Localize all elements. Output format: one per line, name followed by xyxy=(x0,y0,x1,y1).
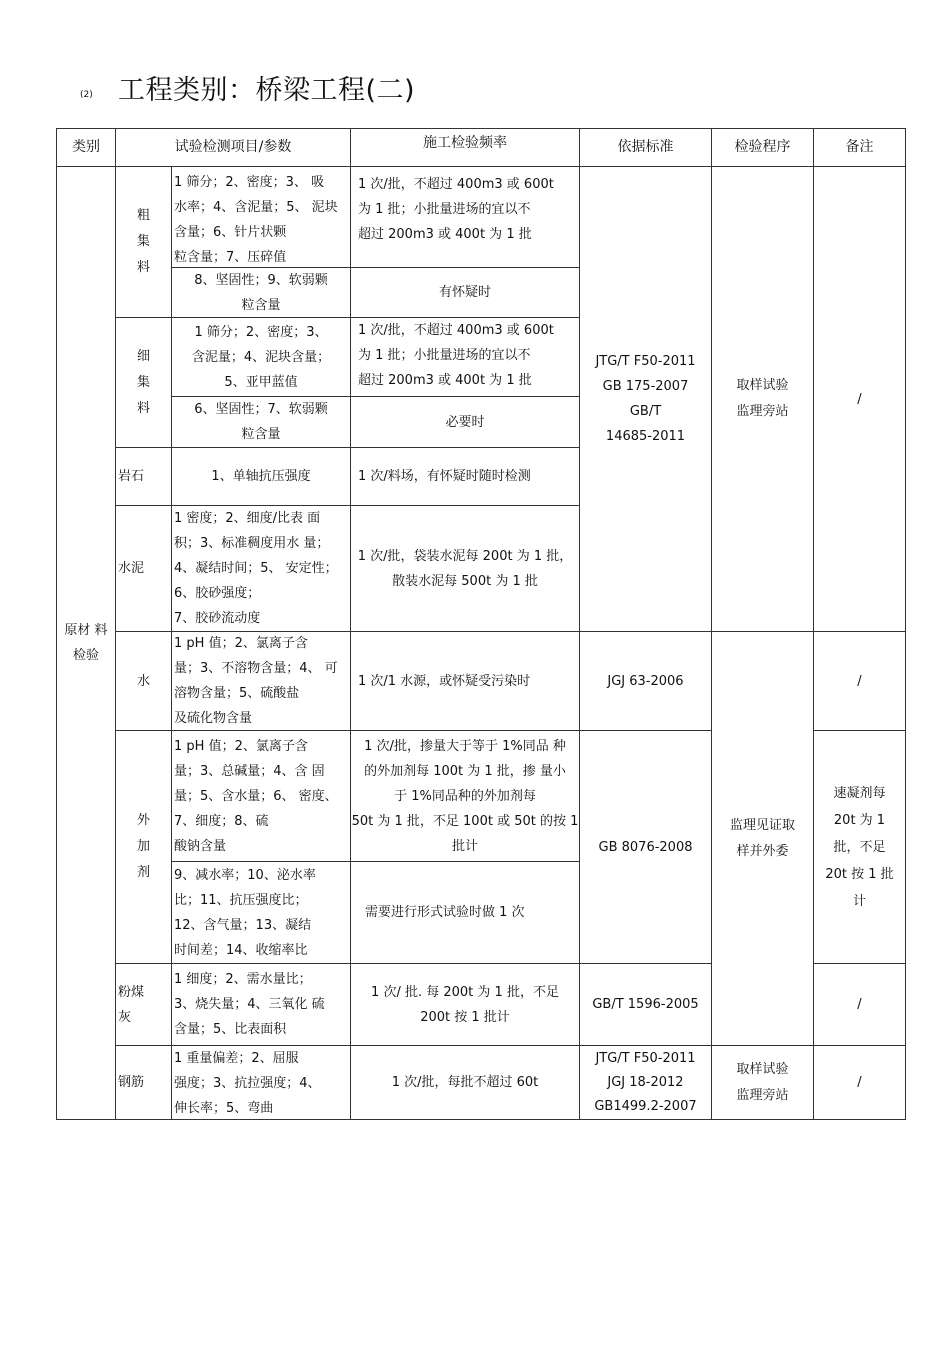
flyash-standard: GB/T 1596-2005 xyxy=(579,963,712,1046)
header-procedure: 检验程序 xyxy=(711,128,814,167)
flyash-frequency: 1 次/ 批. 每 200t 为 1 批，不足 200t 按 1 批计 xyxy=(350,963,580,1046)
header-standard: 依据标准 xyxy=(579,128,712,167)
cement-frequency: 1 次/批，袋装水泥每 200t 为 1 批， 散装水泥每 500t 为 1 批 xyxy=(350,505,580,632)
coarse-aggregate-freq-2: 有怀疑时 xyxy=(350,267,580,318)
header-frequency: 施工检验频率 xyxy=(350,128,580,167)
water-items: 1 pH 值；2、氯离子含 量；3、不溶物含量；4、 可 溶物含量；5、硫酸盐 及硫化物含量 xyxy=(171,631,351,731)
coarse-aggregate-items-1: 1 筛分；2、密度；3、 吸 水率；4、含泥量；5、 泥块 含量；6、针片状颗 粒含量；7、压碎值 xyxy=(171,166,351,268)
coarse-aggregate-freq-1: 1 次/批，不超过 400m3 或 600t 为 1 批；小批量进场的宜以不 超过 200m3 或 400t 为 1 批 xyxy=(350,166,580,268)
water-frequency: 1 次/1 水源，或怀疑受污染时 xyxy=(350,631,580,731)
rock-frequency: 1 次/料场，有怀疑时随时检测 xyxy=(350,447,580,506)
group-label-raw-material: 原材 料 检验 xyxy=(56,166,116,1120)
rock-name: 岩石 xyxy=(115,447,172,506)
cement-name: 水泥 xyxy=(115,505,172,632)
coarse-aggregate-name: 粗 集 料 xyxy=(115,166,172,318)
standard-group-1: JTG/T F50-2011 GB 175-2007 GB/T 14685-2011 xyxy=(579,166,712,632)
admixture-name: 外 加 剂 xyxy=(115,730,172,964)
procedure-group-1: 取样试验 监理旁站 xyxy=(711,166,814,632)
cement-items: 1 密度；2、细度/比表 面 积；3、标准稠度用水 量； 4、凝结时间；5、 安定性； 6、胶砂强度； 7、胶砂流动度 xyxy=(171,505,351,632)
rebar-items: 1 重量偏差；2、屈服 强度；3、抗拉强度；4、 伸长率；5、弯曲 xyxy=(171,1045,351,1120)
fine-aggregate-name: 细 集 料 xyxy=(115,317,172,448)
page-title: 工程类别：桥梁工程(二) xyxy=(118,75,416,106)
water-remark: / xyxy=(813,631,906,731)
fine-aggregate-items-2: 6、坚固性；7、软弱颗 粒含量 xyxy=(171,396,351,448)
rebar-remark: / xyxy=(813,1045,906,1120)
admixture-items-1: 1 pH 值；2、氯离子含 量；3、总碱量；4、含 固 量；5、含水量；6、 密度、 7、细度；8、硫 酸钠含量 xyxy=(171,730,351,862)
section-number: (2) xyxy=(80,90,93,100)
procedure-group-2: 监理见证取 样并外委 xyxy=(711,631,814,1046)
flyash-name: 粉煤 灰 xyxy=(115,963,172,1046)
rebar-name: 钢筋 xyxy=(115,1045,172,1120)
rebar-procedure: 取样试验 监理旁站 xyxy=(711,1045,814,1120)
header-category: 类别 xyxy=(56,128,116,167)
header-remarks: 备注 xyxy=(813,128,906,167)
fine-aggregate-freq-1: 1 次/批，不超过 400m3 或 600t 为 1 批；小批量进场的宜以不 超过 200m3 或 400t 为 1 批 xyxy=(350,317,580,397)
rebar-standard: JTG/T F50-2011 JGJ 18-2012 GB1499.2-2007 xyxy=(579,1045,712,1120)
admixture-frequency-1: 1 次/批，掺量大于等于 1%同品 种 的外加剂每 100t 为 1 批，掺 量小 于 1%同品种的外加剂每 50t 为 1 批，不足 100t 或 50t 的按 1 批计 xyxy=(350,730,580,862)
water-name: 水 xyxy=(115,631,172,731)
rebar-frequency: 1 次/批，每批不超过 60t xyxy=(350,1045,580,1120)
remark-group-1: / xyxy=(813,166,906,632)
rock-items: 1、单轴抗压强度 xyxy=(171,447,351,506)
admixture-standard: GB 8076-2008 xyxy=(579,730,712,964)
admixture-items-2: 9、减水率；10、泌水率 比；11、抗压强度比； 12、含气量；13、凝结 时间差；14、收缩率比 xyxy=(171,861,351,964)
flyash-remark: / xyxy=(813,963,906,1046)
water-standard: JGJ 63-2006 xyxy=(579,631,712,731)
flyash-items: 1 细度；2、需水量比； 3、烧失量；4、三氧化 硫 含量；5、比表面积 xyxy=(171,963,351,1046)
admixture-remark: 速凝剂每 20t 为 1 批，不足 20t 按 1 批 计 xyxy=(813,730,906,964)
fine-aggregate-freq-2: 必要时 xyxy=(350,396,580,448)
header-items: 试验检测项目/参数 xyxy=(115,128,351,167)
fine-aggregate-items-1: 1 筛分；2、密度；3、 含泥量；4、泥块含量； 5、亚甲蓝值 xyxy=(171,317,351,397)
admixture-frequency-2: 需要进行形式试验时做 1 次 xyxy=(350,861,580,964)
coarse-aggregate-items-2: 8、坚固性；9、软弱颗 粒含量 xyxy=(171,267,351,318)
